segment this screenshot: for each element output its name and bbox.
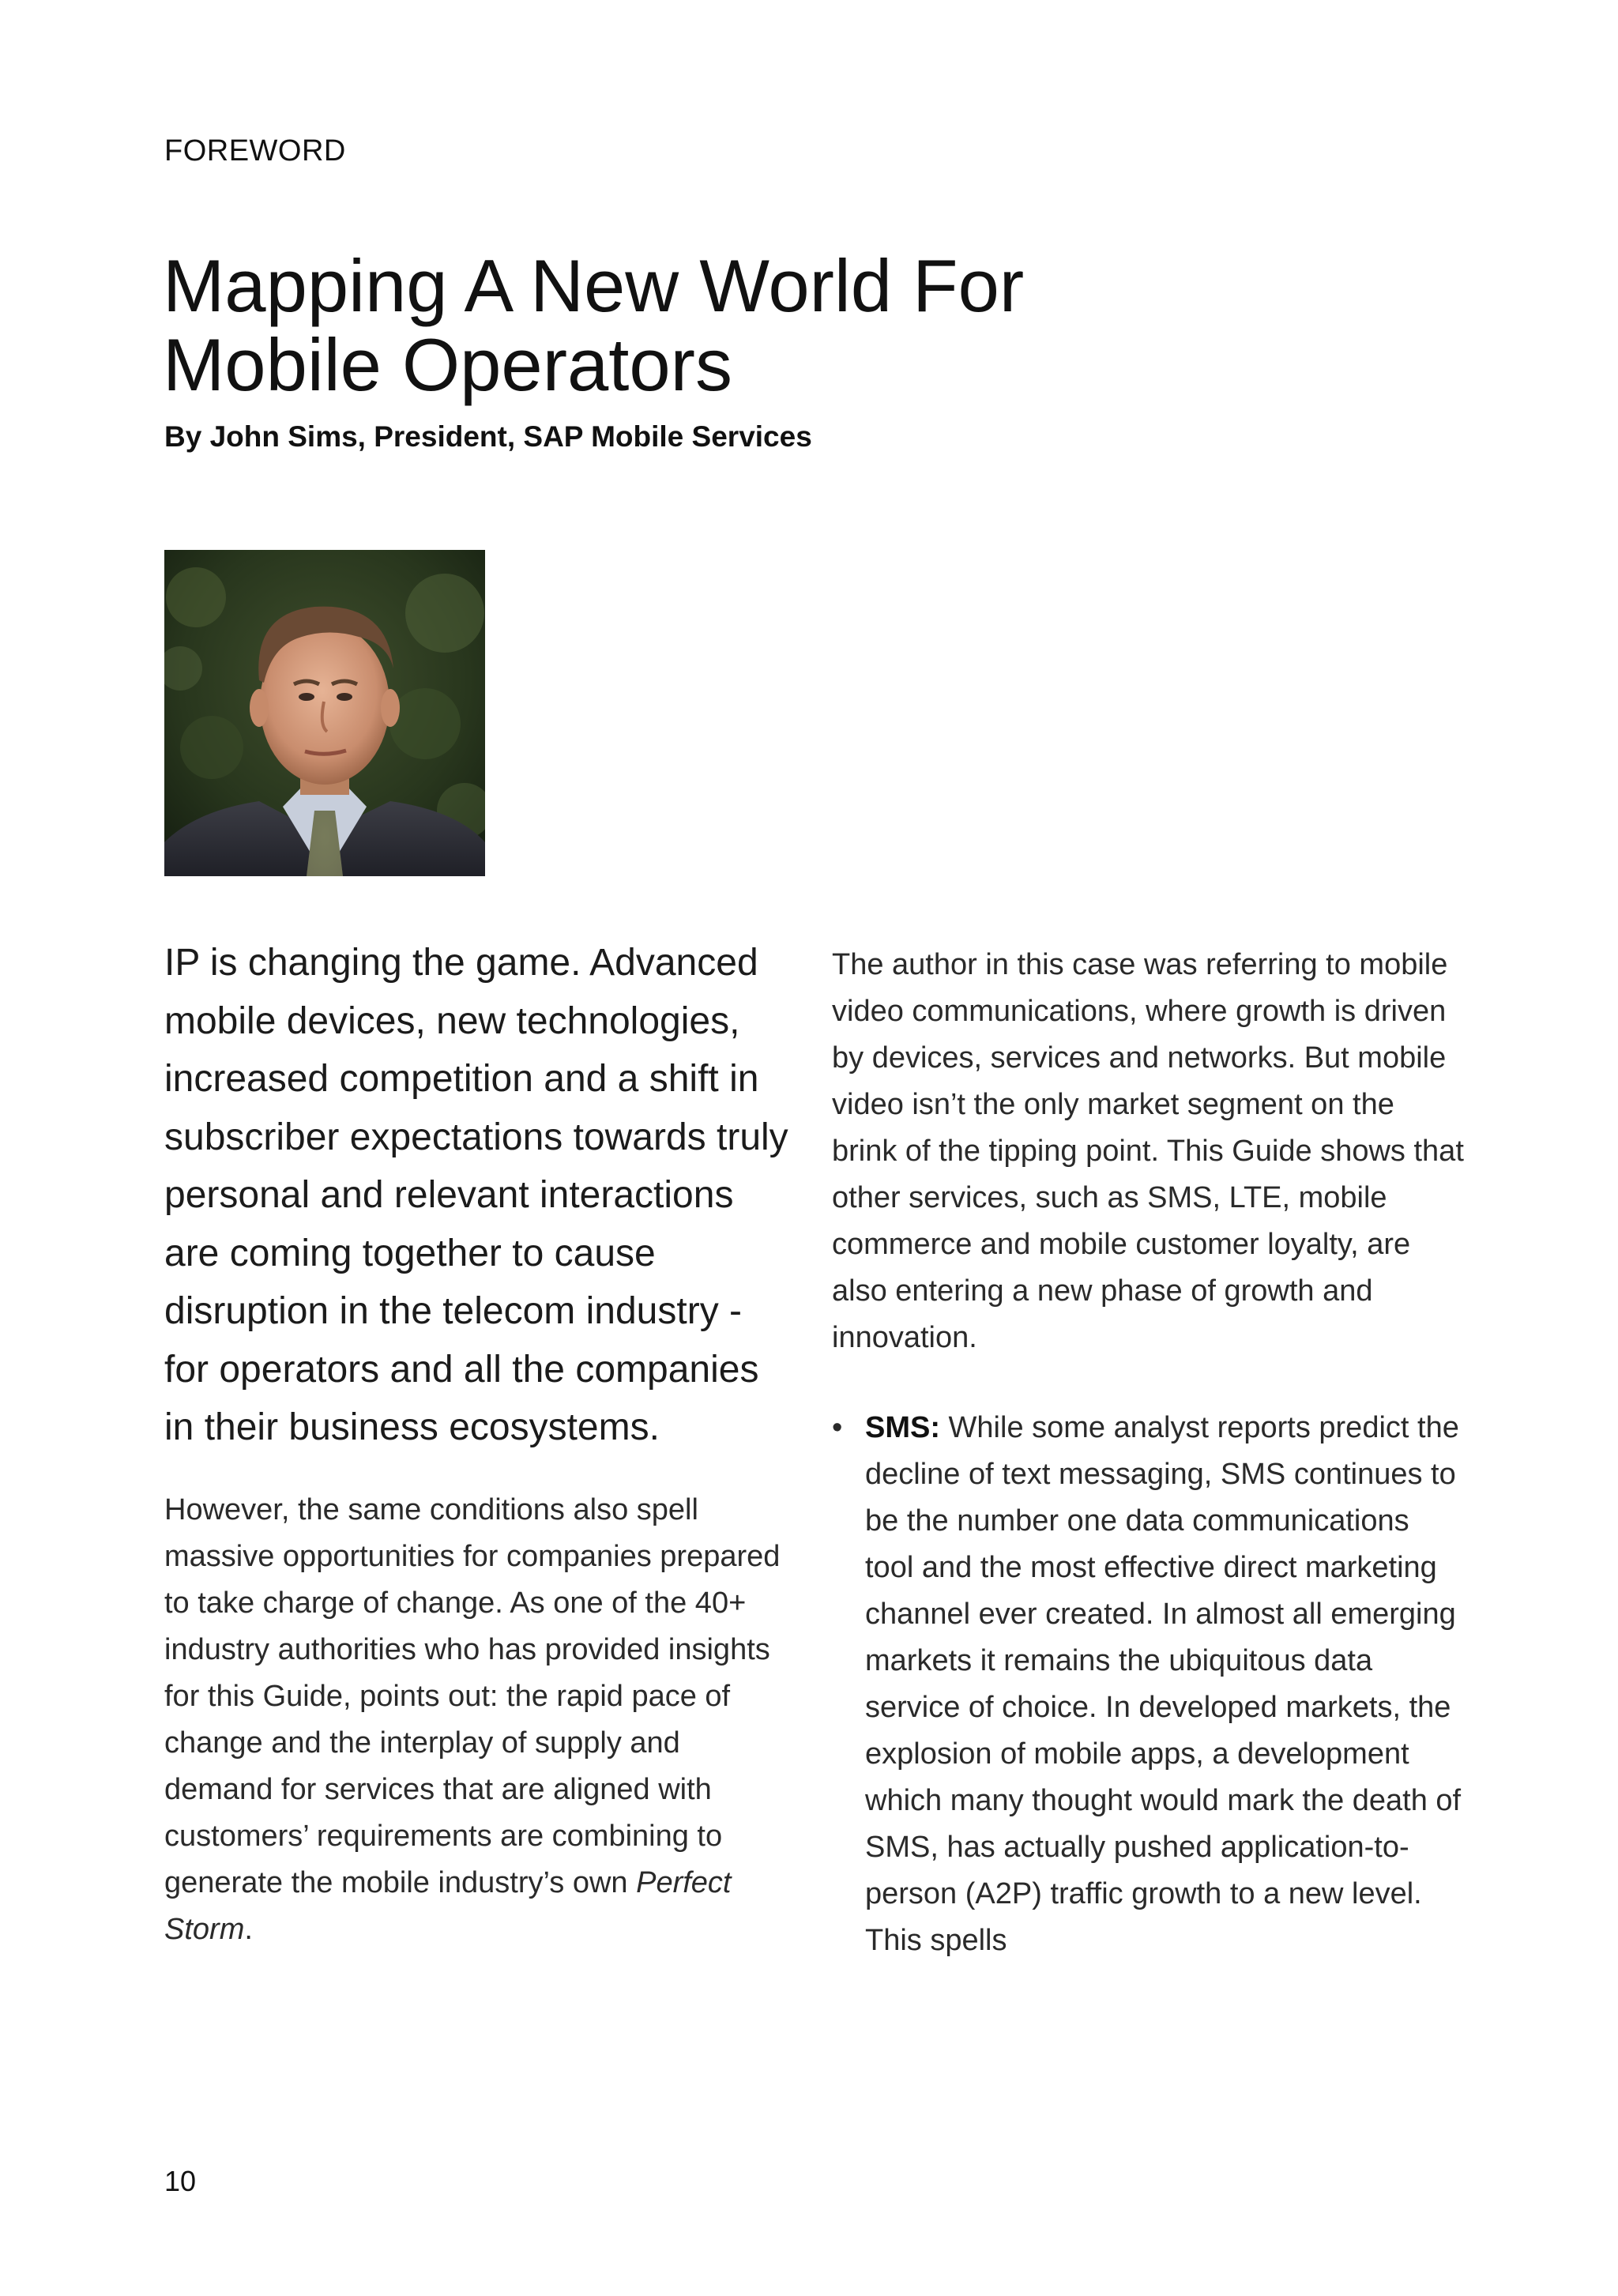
- paragraph-end: .: [244, 1912, 253, 1946]
- section-label: FOREWORD: [164, 134, 346, 167]
- lead-paragraph: IP is changing the game. Advanced mobile devices, new technologies, increased competition and a shift in subscriber expectations towards truly personal and relevant interactions are coming together to cause disruption in the telecom industry - for operators and all the companies in their business ecosystems.: [164, 942, 788, 1448]
- body-paragraph-1: [164, 1487, 796, 1953]
- bullet-item-sms: [832, 1405, 1464, 1964]
- page-number: 10: [164, 2165, 197, 2197]
- bullet-lead: SMS:: [865, 1411, 940, 1444]
- article-byline: By John Sims, President, SAP Mobile Services: [164, 420, 812, 453]
- bullet-text: While some analyst reports predict the decline of text messaging, SMS continues to be the number one data communications tool and the most effective direct marketing channel ever created. In almost all emerging markets it remains the ubiquitous data service of choice. In developed markets, the explosion of mobile apps, a development which many thought would mark the death of SMS, has actually pushed application-to-person (A2P) traffic growth to a new level. This spells: [865, 1411, 1462, 1957]
- article-title: Mapping A New World For Mobile Operators: [163, 244, 1025, 406]
- author-portrait: [164, 550, 485, 876]
- right-column: [832, 942, 1464, 1964]
- bullet-marker: •: [832, 1411, 843, 1444]
- body-paragraph-2: The author in this case was referring to mobile video communications, where growth is driven by devices, services and networks. But mobile video isn’t the only market segment on the brink of the tipping point. This Guide shows that other services, such as SMS, LTE, mobile commerce and mobile customer loyalty, are also entering a new phase of growth and innovation.: [832, 948, 1464, 1354]
- emphasis-text: Perfect Storm: [164, 1865, 732, 1946]
- left-column: [164, 934, 796, 1953]
- bullet-list: [832, 1405, 1464, 1964]
- paragraph-text: However, the same conditions also spell massive opportunities for companies prepared to take charge of change. As one of the 40+ industry authorities who has provided insights for this Guide, points out: the rapid pace of change and the interplay of supply and demand for services that are aligned with customers’ requirements are combining to generate the mobile industry’s own: [164, 1492, 781, 1899]
